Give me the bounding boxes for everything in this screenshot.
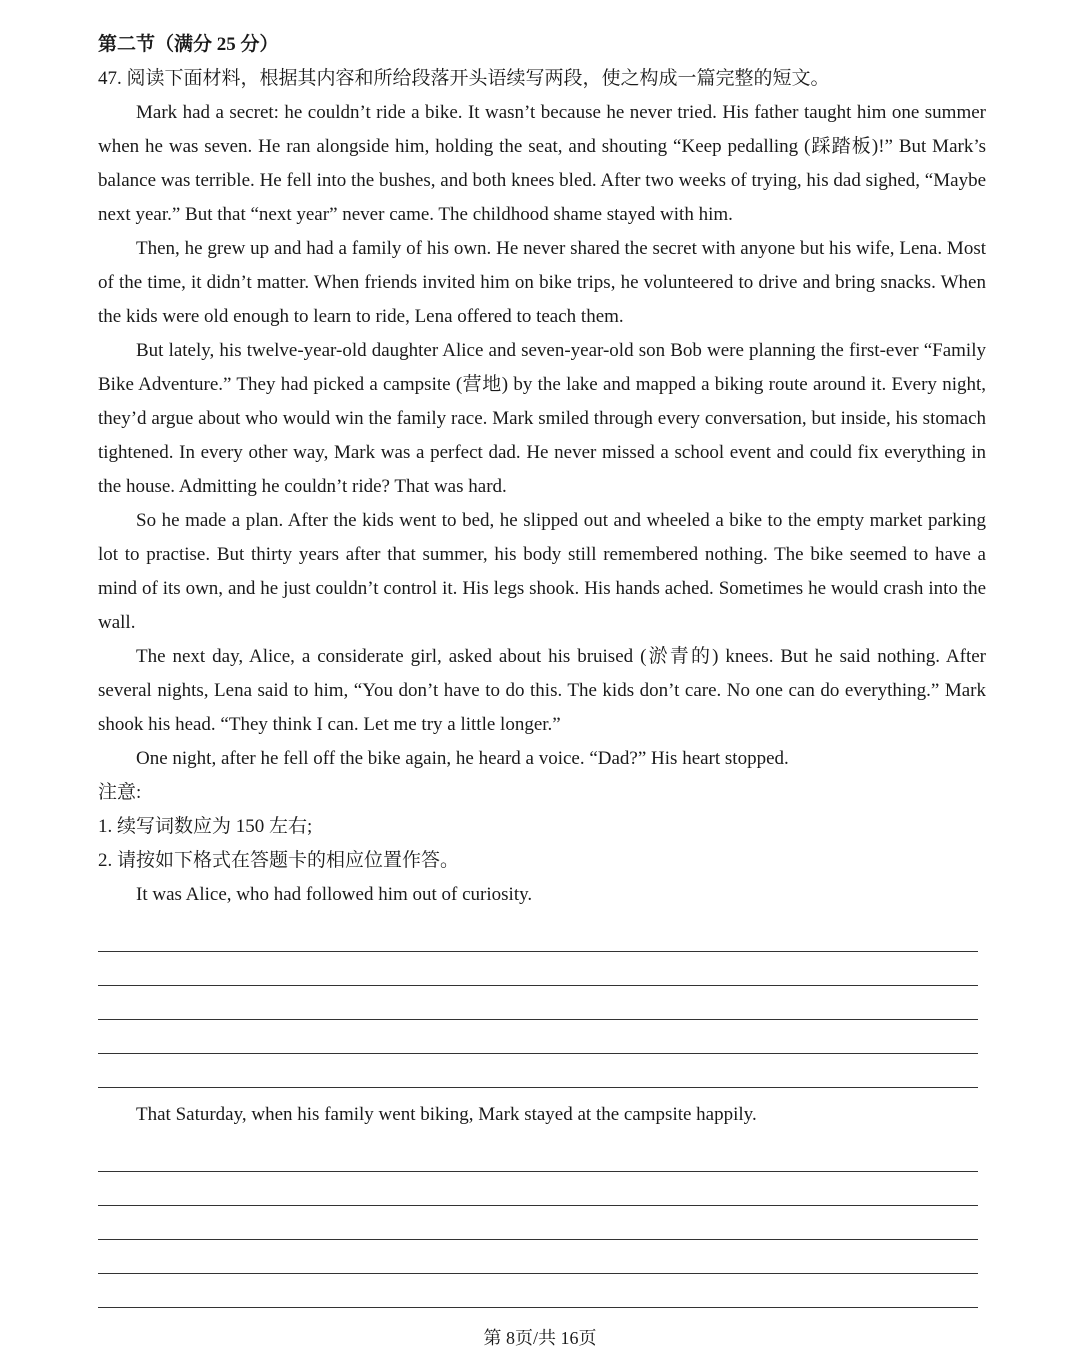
page-number: 第 8页/共 16页: [483, 1328, 597, 1348]
paragraph-starter-1: It was Alice, who had followed him out of curiosity.: [136, 884, 533, 905]
paragraph-6: One night, after he fell off the bike again, he heard a voice. “Dad?” His heart stopped.: [136, 748, 789, 769]
note-item: 2. 请按如下格式在答题卡的相应位置作答。: [98, 850, 460, 871]
answer-line[interactable]: [98, 1020, 978, 1054]
answer-line[interactable]: [98, 1274, 978, 1308]
answer-line[interactable]: [98, 918, 978, 952]
answer-line[interactable]: [98, 952, 978, 986]
paragraph-5: The next day, Alice, a considerate girl, asked about his bruised (淤青的) knees. But he said nothing. After several nights, Lena said to him, “You don’t have to do this. The kids don’t care. No one can do everything.” Mark shook his head. “They think I can. Let me try a little longer.”: [98, 646, 986, 735]
exam-page: [98, 28, 986, 1308]
paragraph-4: So he made a plan. After the kids went to bed, he slipped out and wheeled a bike to the empty market parking lot to practise. But thirty years after that summer, his body still remembered nothing. The bike seemed to have a mind of its own, and he just couldn’t control it. His legs shook. His hands ached. Sometimes he would crash into the wall.: [98, 510, 986, 633]
answer-line[interactable]: [98, 1054, 978, 1088]
question-prompt: 47. 阅读下面材料，根据其内容和所给段落开头语续写两段，使之构成一篇完整的短文。: [98, 68, 830, 89]
answer-line[interactable]: [98, 986, 978, 1020]
note-item: 1. 续写词数应为 150 左右;: [98, 816, 313, 837]
answer-line[interactable]: [98, 1206, 978, 1240]
section-title: 第二节（满分 25 分）: [98, 34, 279, 55]
answer-line[interactable]: [98, 1240, 978, 1274]
answer-lines-1: [98, 918, 986, 1088]
paragraph-3: But lately, his twelve-year-old daughter Alice and seven-year-old son Bob were planning the first-ever “Family Bike Adventure.” They had picked a campsite (营地) by the lake and mapped a biking route around it. Every night, they’d argue about who would win the family race. Mark smiled through every conversation, but inside, his stomach tightened. In every other way, Mark was a perfect dad. He never missed a school event and could fix everything in the house. Admitting he couldn’t ride? That was hard.: [98, 340, 986, 497]
answer-lines-2: [98, 1138, 986, 1308]
notes-title: 注意:: [98, 782, 142, 803]
answer-line[interactable]: [98, 1138, 978, 1172]
answer-line[interactable]: [98, 1172, 978, 1206]
paragraph-2: Then, he grew up and had a family of his own. He never shared the secret with anyone but his wife, Lena. Most of the time, it didn’t matter. When friends invited him on bike trips, he volunteered to drive and bring snacks. When the kids were old enough to learn to ride, Lena offered to teach them.: [98, 238, 986, 327]
paragraph-starter-2: That Saturday, when his family went biking, Mark stayed at the campsite happily.: [136, 1104, 757, 1125]
paragraph-1: Mark had a secret: he couldn’t ride a bike. It wasn’t because he never tried. His father taught him one summer when he was seven. He ran alongside him, holding the seat, and shouting “Keep pedalling (踩踏板)!” But Mark’s balance was terrible. He fell into the bushes, and both knees bled. After two weeks of trying, his dad sighed, “Maybe next year.” But that “next year” never came. The childhood shame stayed with him.: [98, 102, 986, 225]
